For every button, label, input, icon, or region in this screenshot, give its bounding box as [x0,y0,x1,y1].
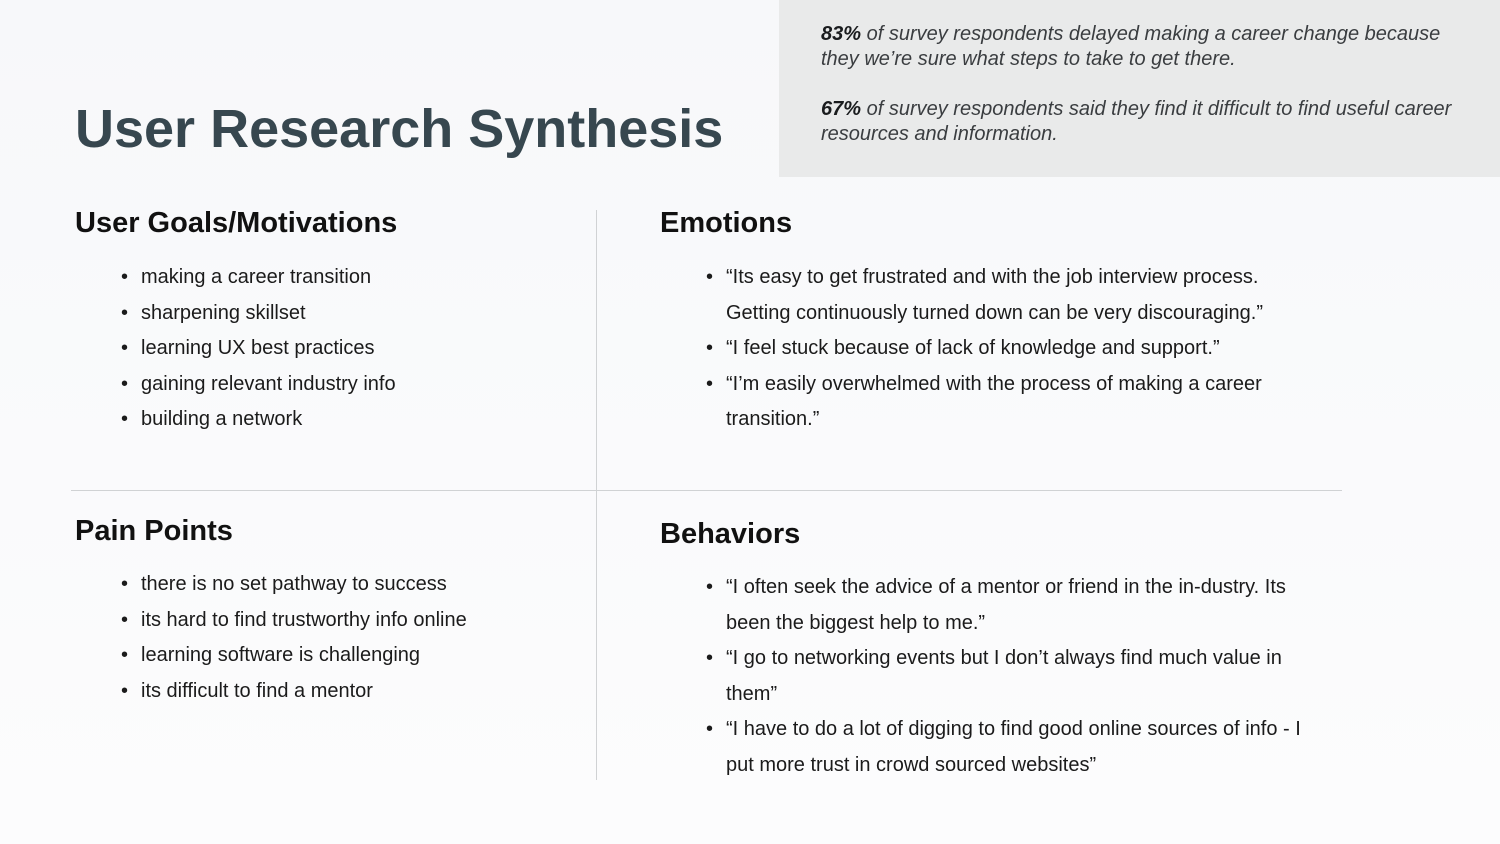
list-item: • learning software is challenging [75,638,575,674]
section-title-goals: User Goals/Motivations [75,207,398,239]
section-title-emotions: Emotions [660,207,793,239]
stats-callout [779,0,1500,177]
stat-83 [821,22,1461,72]
page-title: User Research Synthesis [75,99,724,159]
list-item: • gaining relevant industry info [75,367,575,403]
stat-text: of survey respondents said they find it difficult to find useful career resources and information. [821,98,1452,145]
list-item: • “I go to networking events but I don’t always find much value in them” [660,641,1320,712]
stat-67 [821,97,1461,147]
list-item: • “I feel stuck because of lack of knowledge and support.” [660,331,1320,367]
list-item: • “I have to do a lot of digging to find good online sources of info - I put more trust in crowd sourced websites” [660,712,1320,783]
list-item: • “Its easy to get frustrated and with the job interview process. Getting continuously turned down can be very discouraging.” [660,260,1320,331]
horizontal-divider [71,490,1342,491]
list-item: • there is no set pathway to success [75,567,575,603]
stat-text: of survey respondents delayed making a career change because they we’re sure what steps to take to get there. [821,23,1441,70]
list-item: • “I’m easily overwhelmed with the process of making a career transition.” [660,367,1320,438]
stat-percent: 67% [821,98,862,120]
list-item: • its hard to find trustworthy info online [75,603,575,639]
list-item: • learning UX best practices [75,331,575,367]
list-item: • “I often seek the advice of a mentor or friend in the in-dustry. Its been the biggest help to me.” [660,570,1320,641]
list-item: • its difficult to find a mentor [75,674,575,710]
list-item: • sharpening skillset [75,296,575,332]
section-title-behaviors: Behaviors [660,518,801,550]
emotions-list [660,260,1320,438]
section-title-pain-points: Pain Points [75,515,233,547]
vertical-divider [596,210,597,780]
goals-list [75,260,575,438]
list-item: • building a network [75,402,575,438]
list-item: • making a career transition [75,260,575,296]
behaviors-list [660,570,1320,783]
pain-points-list [75,567,575,709]
stat-percent: 83% [821,23,862,45]
